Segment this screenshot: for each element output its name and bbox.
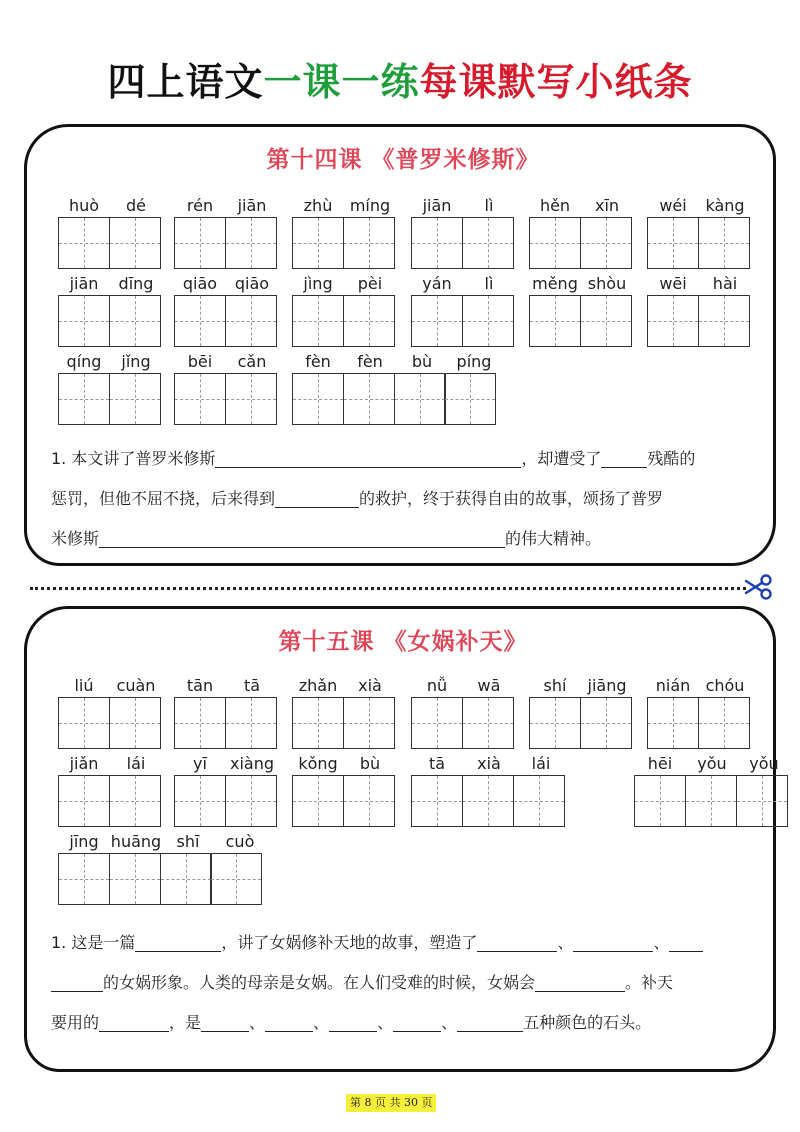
writing-box[interactable] [58, 217, 110, 269]
writing-box[interactable] [109, 373, 161, 425]
writing-box[interactable] [225, 295, 277, 347]
pinyin-label: jiān [422, 196, 452, 215]
lesson-15-question: 1. 这是一篇 ，讲了女娲修补天地的故事，塑造了 、 、 的女娲形象。人类的母亲是女娲。在人们受难的时候，女娲会 。补天 要用的 ，是 、 、 、 、 五种颜色的石头。 [51, 923, 763, 1043]
pinyin-label: fèn [305, 352, 331, 371]
pinyin-label: rén [186, 196, 214, 215]
pinyin-label: lì [484, 274, 494, 293]
writing-box[interactable] [343, 373, 395, 425]
pinyin-label: huāng [110, 832, 162, 851]
writing-box[interactable] [174, 697, 226, 749]
answer-blank[interactable] [393, 1030, 441, 1032]
writing-box[interactable] [109, 217, 161, 269]
pinyin-label: lì [484, 196, 494, 215]
pinyin-group [292, 675, 396, 749]
pinyin-label: jiān [69, 274, 99, 293]
answer-blank[interactable] [329, 1030, 377, 1032]
writing-box[interactable] [109, 853, 161, 905]
pinyin-label: bù [359, 754, 381, 773]
writing-box[interactable] [292, 295, 344, 347]
pinyin-group [647, 675, 751, 749]
pinyin-label: bēi [187, 352, 213, 371]
writing-box[interactable] [225, 373, 277, 425]
writing-box[interactable] [109, 295, 161, 347]
writing-box[interactable] [529, 217, 581, 269]
pinyin-label: míng [349, 196, 391, 215]
pinyin-label: tān [186, 676, 214, 695]
page-title [0, 58, 800, 106]
pinyin-label: xīn [594, 196, 620, 215]
writing-box[interactable] [58, 373, 110, 425]
writing-box[interactable] [634, 775, 686, 827]
pinyin-group [647, 195, 751, 269]
page-footer: 第 8 页 共 30 页 [346, 1094, 436, 1112]
title-part-3: 每课默写小纸条 [419, 60, 693, 104]
pinyin-label: jìng [303, 274, 333, 293]
pinyin-group [411, 273, 515, 347]
pinyin-label: yán [422, 274, 452, 293]
writing-box[interactable] [174, 373, 226, 425]
lesson-14-card [24, 124, 776, 566]
writing-box[interactable] [292, 373, 344, 425]
pinyin-group [647, 273, 751, 347]
writing-box[interactable] [411, 217, 463, 269]
answer-blank[interactable] [215, 466, 521, 468]
writing-box[interactable] [580, 697, 632, 749]
pinyin-label: dīng [118, 274, 154, 293]
pinyin-label: shòu [587, 274, 627, 293]
writing-box[interactable] [160, 853, 212, 905]
pinyin-label: qiāo [182, 274, 218, 293]
pinyin-label: tā [243, 676, 261, 695]
pinyin-group [58, 675, 162, 749]
writing-box[interactable] [343, 697, 395, 749]
pinyin-group [58, 273, 162, 347]
writing-box[interactable] [210, 853, 262, 905]
pinyin-group [292, 195, 396, 269]
pinyin-label: bù [411, 352, 433, 371]
pinyin-label: huò [68, 196, 100, 215]
pinyin-group [174, 273, 278, 347]
writing-box[interactable] [698, 697, 750, 749]
pinyin-label: zhǎn [298, 676, 338, 695]
answer-blank[interactable] [201, 1030, 249, 1032]
pinyin-label: hēi [647, 754, 673, 773]
pinyin-label: xiàng [229, 754, 274, 773]
answer-blank[interactable] [477, 950, 557, 952]
lesson-14-title: 第十四课 《普罗米修斯》 [266, 147, 540, 173]
pinyin-group [529, 675, 633, 749]
pinyin-label: lái [531, 754, 551, 773]
pinyin-label: wā [477, 676, 501, 695]
writing-box[interactable] [225, 697, 277, 749]
pinyin-label: qiāo [234, 274, 270, 293]
writing-box[interactable] [394, 373, 446, 425]
lesson-14-question: 1. 本文讲了普罗米修斯 ，却遭受了 残酷的 惩罚，但他不屈不挠，后来得到 的救护，终于获得自由的故事，颂扬了普罗 米修斯 的伟大精神。 [51, 449, 696, 548]
pinyin-group [411, 195, 515, 269]
writing-box[interactable] [462, 217, 514, 269]
writing-box[interactable] [225, 775, 277, 827]
writing-box[interactable] [444, 373, 496, 425]
pinyin-group [529, 195, 633, 269]
writing-box[interactable] [529, 295, 581, 347]
pinyin-label: wéi [659, 196, 687, 215]
pinyin-label: yǒu [749, 754, 779, 773]
pinyin-label: fèn [357, 352, 383, 371]
writing-box[interactable] [174, 775, 226, 827]
writing-box[interactable] [513, 775, 565, 827]
pinyin-label: jǐng [121, 352, 151, 371]
writing-box[interactable] [411, 295, 463, 347]
writing-box[interactable] [411, 697, 463, 749]
answer-blank[interactable] [601, 466, 647, 468]
pinyin-label: pèi [357, 274, 383, 293]
pinyin-group [292, 753, 396, 827]
writing-box[interactable] [462, 295, 514, 347]
answer-blank[interactable] [99, 1030, 169, 1032]
cut-line [30, 587, 746, 590]
pinyin-group [292, 351, 500, 425]
writing-box[interactable] [580, 295, 632, 347]
answer-blank[interactable] [535, 990, 625, 992]
writing-box[interactable] [343, 217, 395, 269]
writing-box[interactable] [58, 295, 110, 347]
writing-box[interactable] [529, 697, 581, 749]
writing-box[interactable] [58, 853, 110, 905]
writing-box[interactable] [647, 295, 699, 347]
pinyin-group [174, 675, 278, 749]
pinyin-label: zhù [303, 196, 333, 215]
pinyin-group [174, 351, 278, 425]
writing-box[interactable] [343, 775, 395, 827]
pinyin-group [174, 753, 278, 827]
writing-box[interactable] [736, 775, 788, 827]
answer-blank[interactable] [51, 990, 103, 992]
pinyin-label: shī [176, 832, 200, 851]
pinyin-label: xià [358, 676, 382, 695]
writing-box[interactable] [343, 295, 395, 347]
writing-box[interactable] [698, 217, 750, 269]
writing-box[interactable] [462, 697, 514, 749]
writing-box[interactable] [174, 295, 226, 347]
pinyin-label: píng [456, 352, 492, 371]
scissors-icon [744, 574, 774, 600]
pinyin-group [529, 273, 633, 347]
writing-box[interactable] [647, 697, 699, 749]
pinyin-label: liú [74, 676, 94, 695]
answer-blank[interactable] [457, 1030, 523, 1032]
pinyin-group [634, 753, 790, 827]
pinyin-label: jiān [237, 196, 267, 215]
answer-blank[interactable] [669, 950, 703, 952]
pinyin-group [58, 831, 266, 905]
answer-blank[interactable] [135, 950, 221, 952]
pinyin-label: qíng [66, 352, 102, 371]
title-part-2: 一课一练 [263, 60, 420, 104]
title-part-1: 四上语文 [107, 60, 264, 104]
lesson-15-card [24, 606, 779, 1072]
pinyin-label: yǒu [697, 754, 727, 773]
pinyin-label: kǒng [298, 754, 338, 773]
writing-box[interactable] [292, 217, 344, 269]
pinyin-label: yī [193, 754, 207, 773]
writing-box[interactable] [292, 697, 344, 749]
pinyin-label: měng [532, 274, 578, 293]
writing-box[interactable] [292, 775, 344, 827]
answer-blank[interactable] [99, 546, 505, 548]
answer-blank[interactable] [573, 950, 653, 952]
pinyin-label: lái [126, 754, 146, 773]
pinyin-label: cuàn [116, 676, 156, 695]
pinyin-label: jīng [69, 832, 99, 851]
pinyin-label: chóu [705, 676, 745, 695]
writing-box[interactable] [109, 775, 161, 827]
writing-box[interactable] [698, 295, 750, 347]
pinyin-label: dé [126, 196, 146, 215]
pinyin-group [411, 753, 567, 827]
pinyin-group [58, 195, 162, 269]
pinyin-label: jiǎn [69, 754, 99, 773]
writing-box[interactable] [580, 217, 632, 269]
answer-blank[interactable] [275, 506, 359, 508]
pinyin-label: cuò [225, 832, 255, 851]
pinyin-label: nǚ [426, 676, 448, 695]
pinyin-group [411, 675, 515, 749]
pinyin-label: hěn [539, 196, 571, 215]
pinyin-label: kàng [705, 196, 745, 215]
pinyin-group [292, 273, 396, 347]
pinyin-label: cǎn [237, 352, 267, 371]
pinyin-label: hài [712, 274, 738, 293]
pinyin-group [174, 195, 278, 269]
writing-box[interactable] [462, 775, 514, 827]
pinyin-label: tā [428, 754, 446, 773]
writing-box[interactable] [174, 217, 226, 269]
answer-blank[interactable] [265, 1030, 313, 1032]
lesson-15-title: 第十五课 《女娲补天》 [278, 629, 528, 655]
writing-box[interactable] [58, 697, 110, 749]
pinyin-label: wēi [659, 274, 687, 293]
pinyin-label: jiāng [587, 676, 627, 695]
pinyin-label: nián [655, 676, 691, 695]
pinyin-label: shí [543, 676, 567, 695]
pinyin-group [58, 753, 162, 827]
writing-box[interactable] [109, 697, 161, 749]
writing-box[interactable] [58, 775, 110, 827]
writing-box[interactable] [411, 775, 463, 827]
pinyin-group [58, 351, 162, 425]
writing-box[interactable] [647, 217, 699, 269]
writing-box[interactable] [685, 775, 737, 827]
pinyin-label: xià [477, 754, 501, 773]
writing-box[interactable] [225, 217, 277, 269]
